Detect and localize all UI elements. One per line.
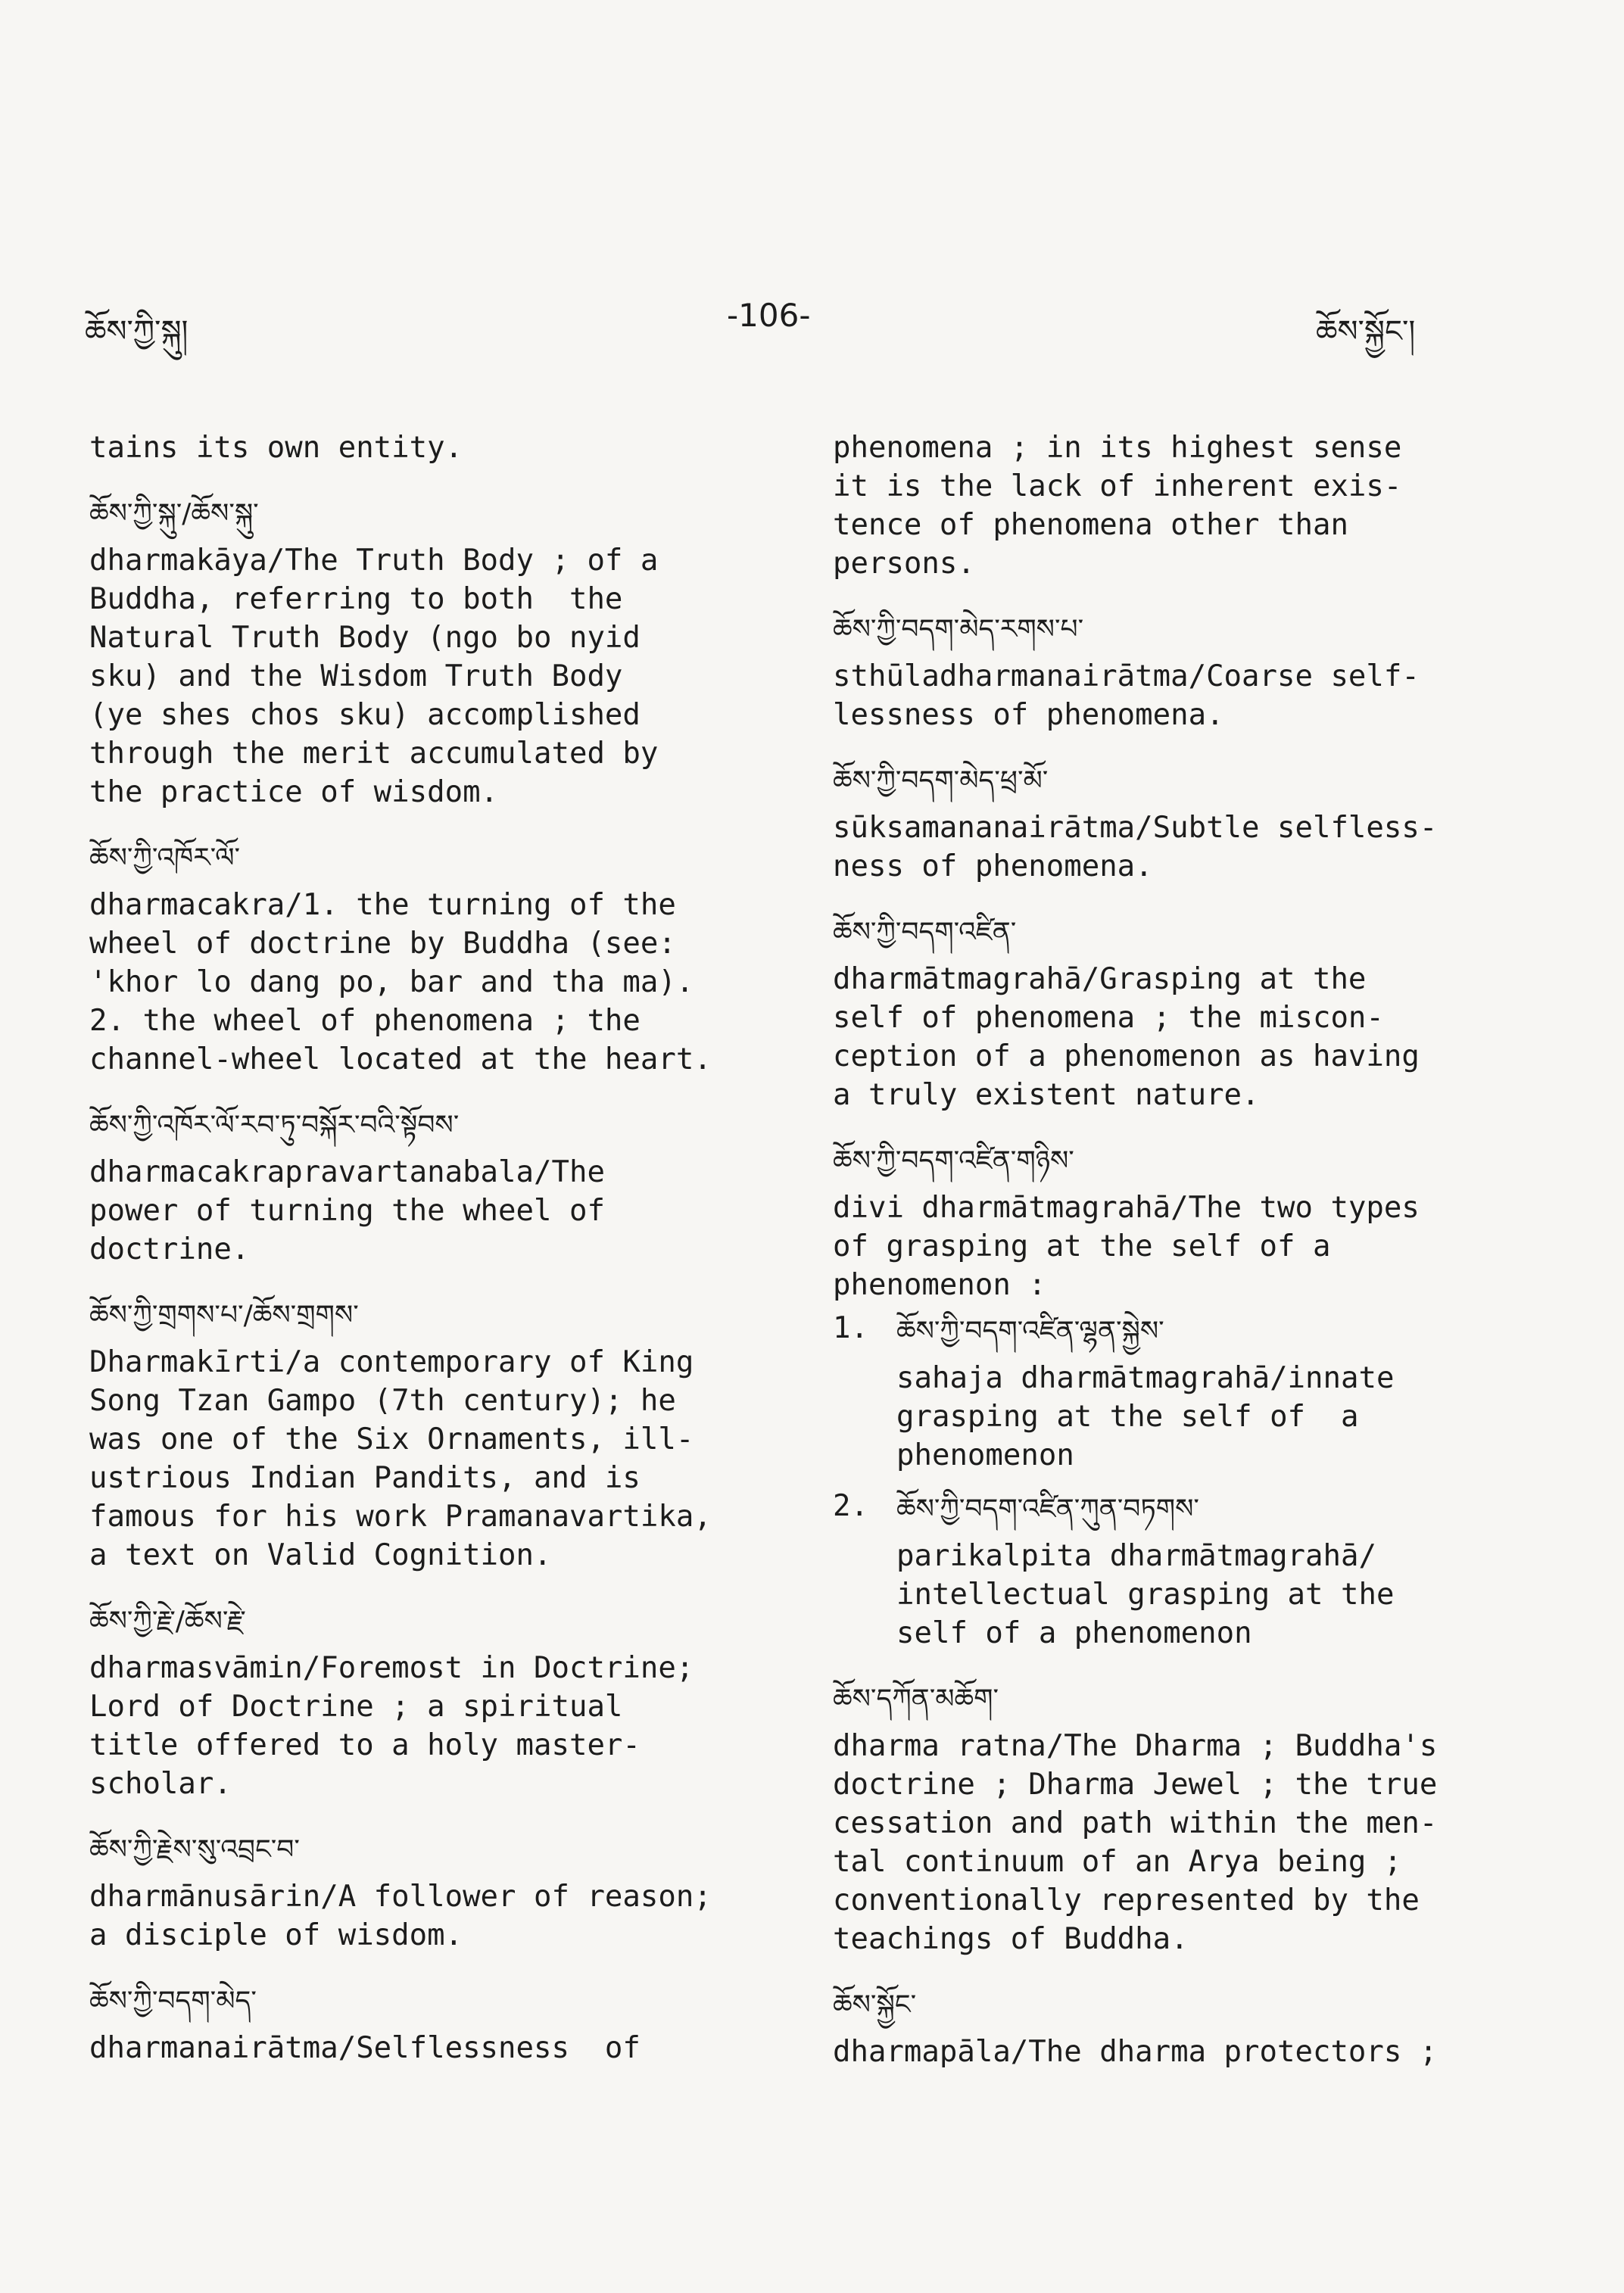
continued-text: tains its own entity. — [89, 431, 463, 465]
entry-headword: ཆོས་སྐྱོང་ — [833, 1989, 917, 2020]
entry-gloss: dharmasvāmin/Foremost in Doctrine; Lord of Doctrine ; a spiritual title offered to a holy master- scholar. — [89, 1651, 694, 1801]
dictionary-entry — [89, 491, 786, 812]
dictionary-entry — [89, 1979, 786, 2067]
entry-headword: ཆོས་ཀྱི་བདག་མེད་རགས་པ་ — [833, 614, 1084, 645]
entry-headword: ཆོས་ཀྱི་བདག་འཛིན་གཉིས་ — [833, 1145, 1074, 1176]
dictionary-entry — [833, 910, 1529, 1114]
entry-headword: ཆོས་དཀོན་མཆོག་ — [833, 1684, 999, 1715]
dictionary-entry — [833, 1139, 1529, 1653]
dictionary-entry — [833, 1677, 1529, 1958]
entry-gloss: dharmacakra/1. the turning of the wheel of doctrine by Buddha (see: 'khor lo dang po, bar and tha ma). 2. the wheel of phenomena ; the channel-wheel located at the heart. — [89, 888, 712, 1076]
dictionary-entry — [89, 1599, 786, 1803]
entry-headword: ཆོས་ཀྱི་བདག་མེད་ཕྲ་མོ་ — [833, 765, 1049, 796]
entry-gloss: dharma ratna/The Dharma ; Buddha's doctrine ; Dharma Jewel ; the true cessation and path within the men- tal continuum of an Arya being ; conventionally represented by the teachings of Buddha. — [833, 1729, 1438, 1956]
right-column — [833, 428, 1529, 2095]
sub-entry-gloss: parikalpita dharmātmagrahā/ intellectual grasping at the self of a phenomenon — [896, 1539, 1395, 1650]
continued-text: phenomena ; in its highest sense it is the lack of inherent exis- tence of phenomena other than persons. — [833, 431, 1402, 581]
dictionary-entry — [833, 607, 1529, 734]
entry-headword: ཆོས་ཀྱི་འཁོར་ལོ་རབ་ཏུ་བསྐོར་བའི་སྟོབས་ — [89, 1110, 460, 1141]
entry-gloss: dharmapāla/The dharma protectors ; — [833, 2035, 1438, 2069]
dictionary-entry — [833, 1983, 1529, 2071]
entry-gloss: dharmanairātma/Selflessness of — [89, 2031, 641, 2065]
dictionary-entry — [89, 1293, 786, 1575]
entry-gloss: dharmacakrapravartanabala/The power of turning the wheel of doctrine. — [89, 1155, 605, 1266]
entry-gloss: Dharmakīrti/a contemporary of King Song Tzan Gampo (7th century); he was one of the Six Ornaments, ill- ustrious Indian Pandits, and is famous for his work Pramanavartika, a text on Valid Cognition. — [89, 1345, 712, 1572]
entry-gloss: sūksamananairātma/Subtle selfless- ness of phenomena. — [833, 811, 1438, 883]
sub-entry-headword: ཆོས་ཀྱི་བདག་འཛིན་ལྷན་སྐྱེས་ — [896, 1316, 1164, 1347]
sub-entry-gloss: sahaja dharmātmagrahā/innate grasping at the self of a phenomenon — [896, 1361, 1395, 1472]
entry-gloss: sthūladharmanairātma/Coarse self- lessness of phenomena. — [833, 659, 1420, 732]
entry-gloss: dharmātmagrahā/Grasping at the self of phenomena ; the miscon- ception of a phenomenon as having a truly existent nature. — [833, 962, 1420, 1112]
dictionary-entry — [89, 836, 786, 1079]
entry-headword: ཆོས་ཀྱི་རྗེས་སུ་འབྲང་བ་ — [89, 1834, 300, 1865]
entry-headword: ཆོས་ཀྱི་གྲགས་པ་/ཆོས་གྲགས་ — [89, 1300, 359, 1331]
sub-entry-number: 2. — [833, 1489, 868, 1523]
entry-headword: ཆོས་ཀྱི་སྐུ་/ཆོས་སྐུ་ — [89, 498, 259, 529]
page-number: -106- — [727, 297, 811, 334]
running-head-left: ཆོས་ཀྱི་སྐུ། — [85, 314, 189, 349]
sub-entry-headword: ཆོས་ཀྱི་བདག་འཛིན་ཀུན་བཏགས་ — [896, 1494, 1199, 1525]
entry-gloss: dharmakāya/The Truth Body ; of a Buddha, referring to both the Natural Truth Body (ngo bo nyid sku) and the Wisdom Truth Body (ye shes chos sku) accomplished through the merit accumulated by the practice of wisdom. — [89, 544, 659, 809]
left-column — [89, 428, 786, 2092]
dictionary-entry — [89, 1827, 786, 1955]
dictionary-entry — [89, 1103, 786, 1269]
sub-entry — [833, 1309, 1529, 1475]
entry-gloss: dharmānusārin/A follower of reason; a disciple of wisdom. — [89, 1880, 712, 1952]
running-head-right: ཆོས་སྐྱོང་། — [1316, 314, 1416, 349]
sub-entry — [833, 1487, 1529, 1653]
dictionary-entry — [833, 759, 1529, 886]
entry-headword: ཆོས་ཀྱི་བདག་འཛིན་ — [833, 917, 1017, 948]
entry-headword: ཆོས་ཀྱི་རྗེ་/ཆོས་རྗེ་ — [89, 1606, 246, 1637]
sub-entry-number: 1. — [833, 1311, 868, 1345]
entry-headword: ཆོས་ཀྱི་བདག་མེད་ — [89, 1986, 257, 2017]
entry-headword: ཆོས་ཀྱི་འཁོར་ལོ་ — [89, 843, 241, 874]
sub-entry-list — [833, 1309, 1529, 1653]
entry-gloss: divi dharmātmagrahā/The two types of grasping at the self of a phenomenon : — [833, 1191, 1420, 1302]
